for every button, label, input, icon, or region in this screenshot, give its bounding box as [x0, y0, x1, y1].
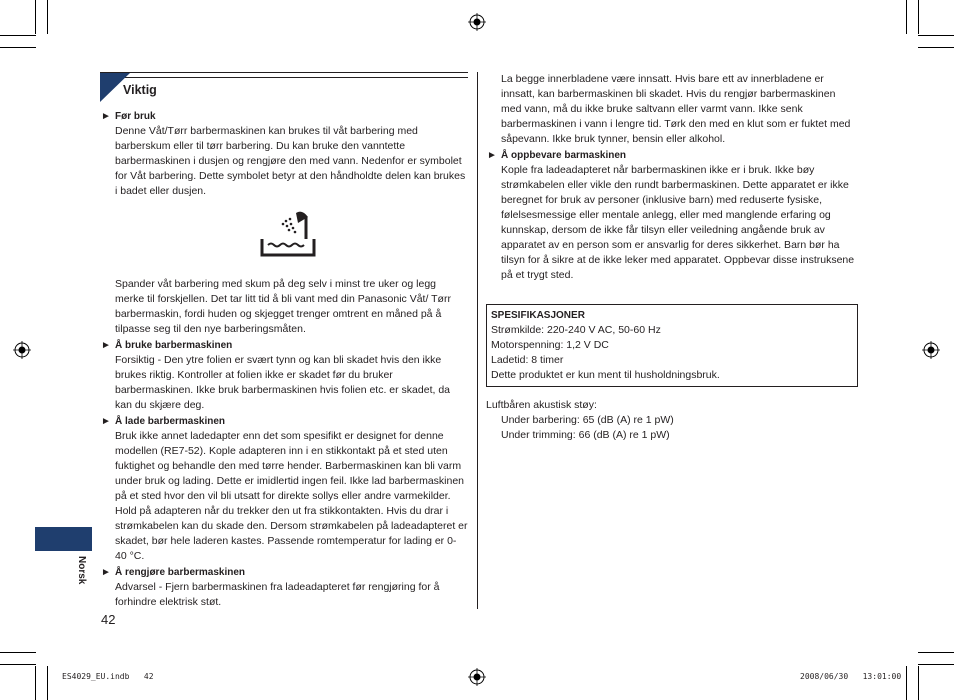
- spec-line: Motorspenning: 1,2 V DC: [491, 339, 609, 351]
- arrow-right-icon: ►: [101, 567, 111, 578]
- arrow-right-icon: ►: [101, 340, 111, 351]
- section-heading: ► Å oppbevare barmaskinen: [487, 150, 627, 161]
- crop-mark: [906, 666, 907, 700]
- registration-mark-icon: [468, 668, 486, 686]
- crop-mark: [906, 0, 907, 34]
- specifications-box: [486, 304, 858, 387]
- spec-line: Ladetid: 8 timer: [491, 354, 564, 366]
- paragraph: Spander våt barbering med skum på deg selv i minst tre uker og legg merke til forskjellen. Det tar litt tid å bli vant med din Panasonic Våt/ Tørr barbermaskin, fordi huden og skjegget trenger omtrent en måned på å tilpasse seg til den nye barberingsmåten.: [115, 278, 451, 335]
- language-tab: [35, 527, 92, 551]
- crop-mark: [918, 35, 954, 36]
- column-divider: [477, 72, 478, 609]
- print-slug-date: 2008/06/30 13:01:00: [800, 672, 902, 681]
- noise-section: [486, 398, 858, 443]
- crop-mark: [918, 664, 954, 665]
- crop-mark: [47, 666, 48, 700]
- right-column: [486, 72, 858, 443]
- crop-mark: [918, 652, 954, 653]
- bath-shower-icon: [260, 209, 322, 259]
- section-heading: ► Å rengjøre barbermaskinen: [101, 567, 246, 578]
- section-heading: ► Å lade barbermaskinen: [101, 416, 226, 427]
- specifications-title: SPESIFIKASJONER: [491, 310, 585, 321]
- paragraph: Denne Våt/Tørr barbermaskinen kan brukes til våt barbering med barberskum eller til tørr barbering. Du kan bruke den vanntette barbermaskinen i dusjen og rengjøre den med vann. Nedenfor er symbolet for Våt barbering. Dette symbolet betyr at den håndholdte delen kan brukes i badet eller dusjen.: [115, 125, 466, 197]
- paragraph: Forsiktig - Den ytre folien er svært tynn og kan bli skadet hvis den ikke brukes riktig. Kontroller at folien ikke er skadet før du bruker barbermaskinen. Ikke bruk barbermaskinen hvis folien etc. er skadet, da kan du skjære deg.: [115, 354, 451, 411]
- before-use-section: [100, 110, 468, 337]
- registration-mark-icon: [922, 341, 940, 359]
- paragraph: Kople fra ladeadapteret når barbermaskinen ikke er i bruk. Ikke bøy strømkabelen eller vikle den rundt barbermaskinen. Dette apparatet er ikke beregnet for bruk av personer (inklusive barn) med reduserte fysiske, følelsesmessige eller mentale anlegg, eller med manglende erfaring og kunnskap, dersom de ikke får tilsyn eller veiledning angående bruk av apparatet av en person som er ansvarlig for deres sikkerhet. Barn bør ha tilsyn for å sikre at de ikke leker med apparatet. Oppbevar disse instruksene på et trygt sted.: [501, 164, 855, 281]
- left-column: [100, 72, 468, 610]
- arrow-right-icon: ►: [101, 416, 111, 427]
- using-section: [100, 339, 468, 413]
- arrow-right-icon: ►: [487, 150, 497, 161]
- important-header: [100, 72, 468, 102]
- crop-mark: [918, 47, 954, 48]
- spec-line: Dette produktet er kun ment til husholdningsbruk.: [491, 369, 720, 381]
- paragraph: Advarsel - Fjern barbermaskinen fra ladeadapteret før rengjøring for å forhindre elektrisk støt.: [115, 581, 440, 608]
- crop-mark: [0, 652, 36, 653]
- language-label: Norsk: [76, 556, 87, 585]
- important-heading: Viktig: [123, 83, 157, 97]
- registration-mark-icon: [13, 341, 31, 359]
- crop-mark: [47, 0, 48, 34]
- crop-mark: [918, 0, 919, 34]
- cleaning-section: [100, 566, 468, 610]
- section-heading: ► Å bruke barbermaskinen: [101, 340, 233, 351]
- section-heading: ► Før bruk: [101, 111, 156, 122]
- paragraph: La begge innerbladene være innsatt. Hvis bare ett av innerbladene er innsatt, kan barbermaskinen bli skadet. Hvis du rengjør barbermaskinen med vann, må du ikke bruke saltvann eller varmt vann. Ikke senk barbermaskinen i vann i lengre tid. Tørk den med en klut som er fuktet med såpevann. Ikke bruk tynner, bensin eller alkohol.: [501, 73, 851, 145]
- paragraph: Bruk ikke annet ladedapter enn det som spesifikt er designet for denne modellen (RE7-52). Kople adapteren inn i en stikkontakt på et sted uten fuktighet og behandle den med tørre hender. Barbermaskinen kan bli varm under bruk og lading. Dette er imidlertid ingen feil. Ikke lad barbermaskinen på et sted hvor den vil bli utsatt for direkte sollys eller andre varmekilder. Hold på adapteren når du trekker den ut fra stikkontakten. Hvis du drar i strømkabelen kan du skade den. Dersom strømkabelen på ladeadapteret er skadet, bør hele laderen kastes. Passende romtemperatur for lading er 0-40 °C.: [115, 430, 468, 562]
- crop-mark: [0, 47, 36, 48]
- noise-line: Under barbering: 65 (dB (A) re 1 pW): [501, 414, 674, 426]
- symbol-area: [100, 199, 468, 277]
- crop-mark: [35, 0, 36, 34]
- crop-mark: [918, 666, 919, 700]
- crop-mark: [35, 666, 36, 700]
- arrow-right-icon: ►: [101, 111, 111, 122]
- storing-section: [486, 149, 858, 283]
- crop-mark: [0, 664, 36, 665]
- charging-section: [100, 415, 468, 564]
- noise-title: Luftbåren akustisk støy:: [486, 399, 597, 411]
- registration-mark-icon: [468, 13, 486, 31]
- spec-line: Strømkilde: 220-240 V AC, 50-60 Hz: [491, 324, 661, 336]
- page-number: 42: [101, 612, 116, 627]
- noise-line: Under trimming: 66 (dB (A) re 1 pW): [501, 429, 670, 441]
- crop-mark: [0, 35, 36, 36]
- print-slug-file: ES4029_EU.indb 42: [62, 672, 154, 681]
